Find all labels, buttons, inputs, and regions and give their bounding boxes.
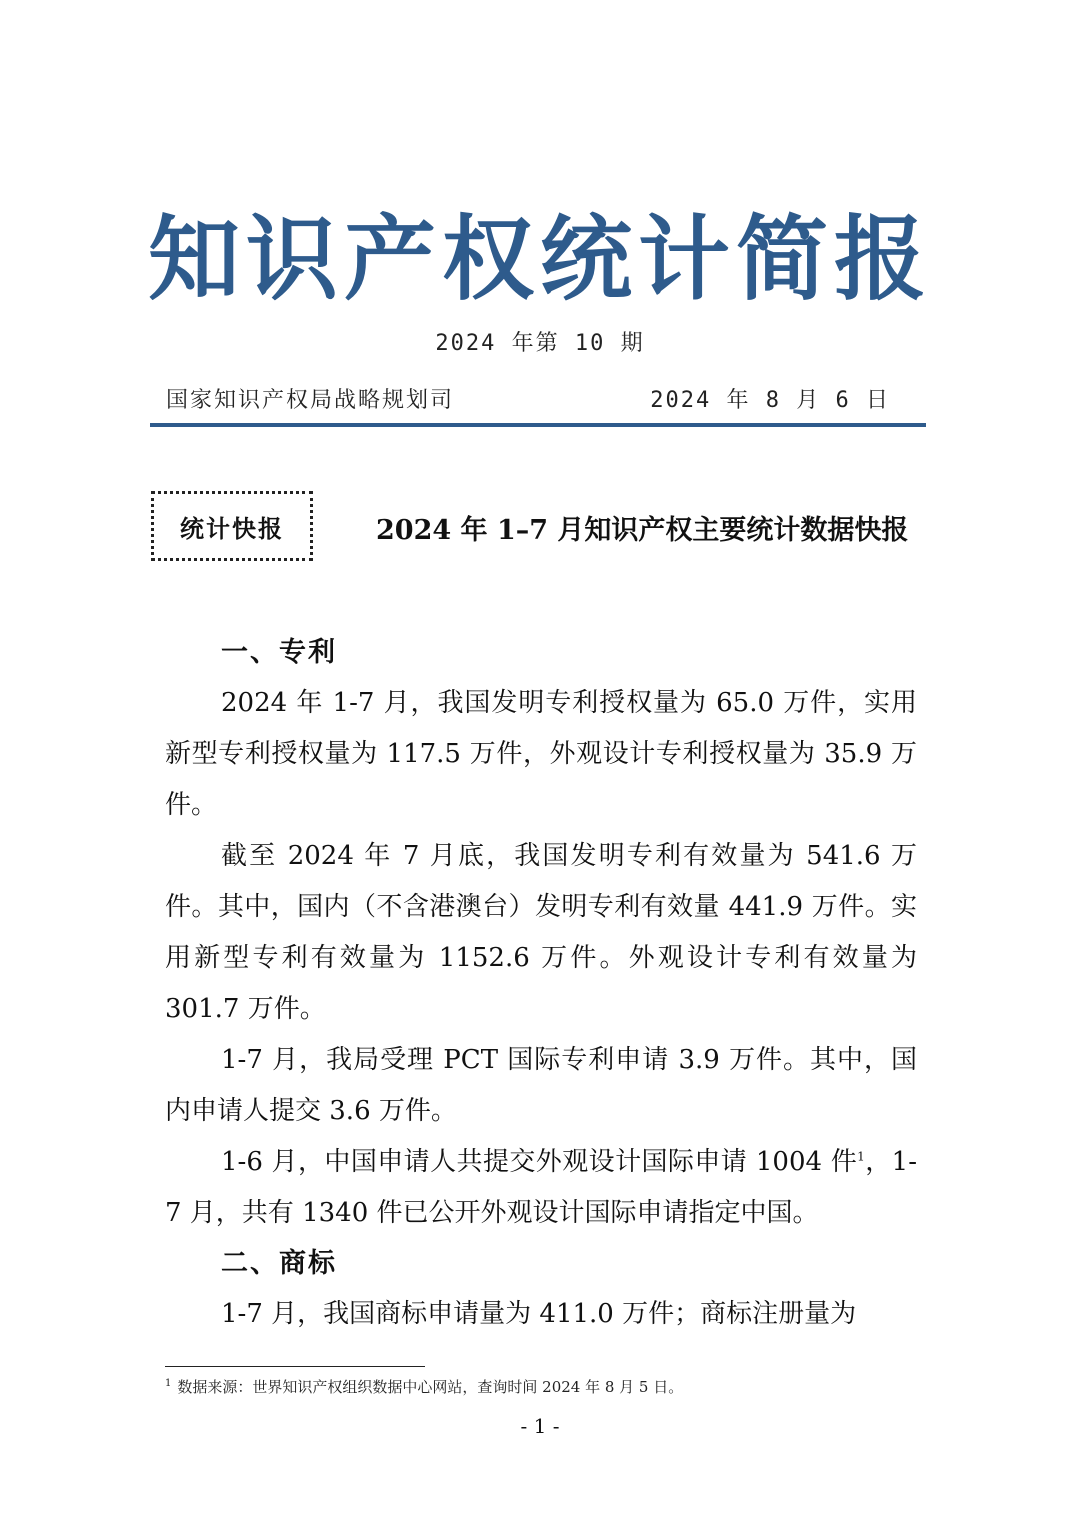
footnote-mark: 1 xyxy=(165,1378,172,1389)
footnote-reference: 1 xyxy=(857,1149,865,1164)
section-heading-trademark: 二、商标 xyxy=(221,1248,337,1279)
publication-date: 2024 年 8 月 6 日 xyxy=(650,388,890,413)
section-box-label: 统计快报 xyxy=(180,514,284,543)
paragraph-patent-valid: 截至 2024 年 7 月底，我国发明专利有效量为 541.6 万件。其中，国内（不含港澳台）发明专利有效量 441.9 万件。实用新型专利有效量为 1152.6 万件。外观设计专利有效量为 301.7 万件。 xyxy=(165,841,917,1024)
paragraph-design-intl-part1: 1-6 月，中国申请人共提交外观设计国际申请 1004 件 xyxy=(221,1147,858,1177)
footnote-text: 数据来源：世界知识产权组织数据中心网站，查询时间 2024 年 8 月 5 日。 xyxy=(177,1378,684,1396)
paragraph-trademark: 1-7 月，我国商标申请量为 411.0 万件；商标注册量为 xyxy=(221,1299,857,1329)
document-title: 2024 年 1–7 月知识产权主要统计数据快报 xyxy=(376,515,909,546)
publisher: 国家知识产权局战略规划司 xyxy=(166,388,455,413)
paragraph-pct: 1-7 月，我局受理 PCT 国际专利申请 3.9 万件。其中，国内申请人提交 3.6 万件。 xyxy=(165,1045,917,1126)
footnote xyxy=(165,1376,683,1397)
masthead-title: 知识产权统计简报 xyxy=(147,205,932,313)
footnote-rule xyxy=(165,1366,425,1367)
paragraph-design-intl xyxy=(165,1137,917,1239)
page-number: - 1 - xyxy=(520,1414,560,1438)
paragraph-design-intl-part2: ，1-7 月，共有 1340 件已公开外观设计国际申请指定中国。 xyxy=(165,1147,917,1228)
issue-number: 2024 年第 10 期 xyxy=(435,331,645,356)
header-rule xyxy=(150,423,926,427)
paragraph-patent-grants: 2024 年 1-7 月，我国发明专利授权量为 65.0 万件，实用新型专利授权量为 117.5 万件，外观设计专利授权量为 35.9 万件。 xyxy=(165,688,917,820)
section-box xyxy=(151,491,313,561)
document-body xyxy=(165,628,917,1340)
section-heading-patent: 一、专利 xyxy=(221,637,337,668)
